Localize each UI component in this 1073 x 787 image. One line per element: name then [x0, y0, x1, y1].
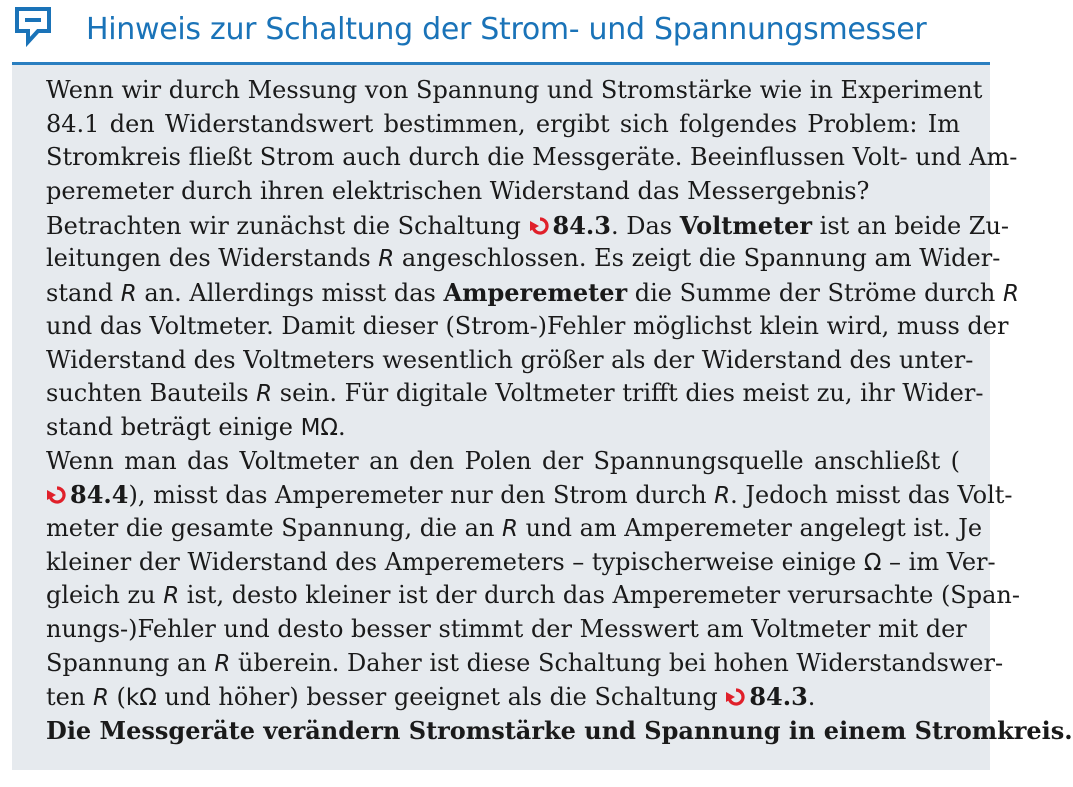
text-line: kleiner der Widerstand des Amperemeters – typischerweise einige Ω – im Ver- [46, 547, 996, 576]
text-line: 84.1 den Widerstandswert bestimmen, ergibt sich folgendes Problem: Im [46, 109, 960, 138]
text-line: stand beträgt einige MΩ. [46, 412, 346, 441]
text-line: peremeter durch ihren elektrischen Widerstand das Messergebnis? [46, 177, 870, 206]
text-line: suchten Bauteils R sein. Für digitale Voltmeter trifft dies meist zu, ihr Wider- [46, 379, 984, 408]
text-line: Stromkreis fließt Strom auch durch die Messgeräte. Beeinflussen Volt- und Am- [46, 143, 1018, 172]
figure-reference[interactable]: 84.4 [70, 480, 129, 510]
text-line: nungs-)Fehler und desto besser stimmt der Messwert am Voltmeter mit der [46, 615, 967, 643]
reference-arrow-icon [725, 687, 747, 707]
figure-reference[interactable]: 84.3 [749, 682, 808, 712]
text-line: Wenn wir durch Messung von Spannung und Stromstärke wie in Experiment [46, 76, 983, 104]
text-line: gleich zu R ist, desto kleiner ist der durch das Amperemeter verursachte (Span- [46, 581, 1020, 610]
text-line: leitungen des Widerstands R angeschlossen. Es zeigt die Spannung am Wider- [46, 244, 1001, 273]
term-voltmeter: Voltmeter [679, 210, 813, 240]
conclusion: Die Messgeräte verändern Stromstärke und Spannung in einem Stromkreis. [46, 716, 1073, 746]
page-title: Hinweis zur Schaltung der Strom- und Spannungsmesser [86, 12, 927, 47]
reference-arrow-icon [46, 485, 68, 505]
text-line: stand R an. Allerdings misst das Amperemeter die Summe der Ströme durch R [46, 278, 1019, 308]
note-icon [14, 6, 52, 46]
text-line: ten R (kΩ und höher) besser geeignet als die Schaltung 84.3. [46, 682, 816, 712]
text-line: Betrachten wir zunächst die Schaltung 84.3. Das Voltmeter ist an beide Zu- [46, 210, 1010, 240]
text-line: Spannung an R überein. Daher ist diese Schaltung bei hohen Widerstandswer- [46, 648, 1004, 677]
figure-reference[interactable]: 84.3 [552, 210, 611, 240]
term-amperemeter: Amperemeter [443, 278, 628, 308]
reference-arrow-icon [529, 216, 551, 236]
text-line: meter die gesamte Spannung, die an R und am Amperemeter angelegt ist. Je [46, 513, 983, 542]
header [0, 0, 1003, 64]
note-text [46, 74, 1073, 748]
text-line: Wenn man das Voltmeter an den Polen der Spannungsquelle anschließt ( [46, 446, 960, 475]
text-line: Widerstand des Voltmeters wesentlich größer als der Widerstand des unter- [46, 345, 974, 374]
text-line: und das Voltmeter. Damit dieser (Strom-)Fehler möglichst klein wird, muss der [46, 311, 1009, 340]
text-line: 84.4), misst das Amperemeter nur den Strom durch R. Jedoch misst das Volt- [46, 478, 960, 512]
